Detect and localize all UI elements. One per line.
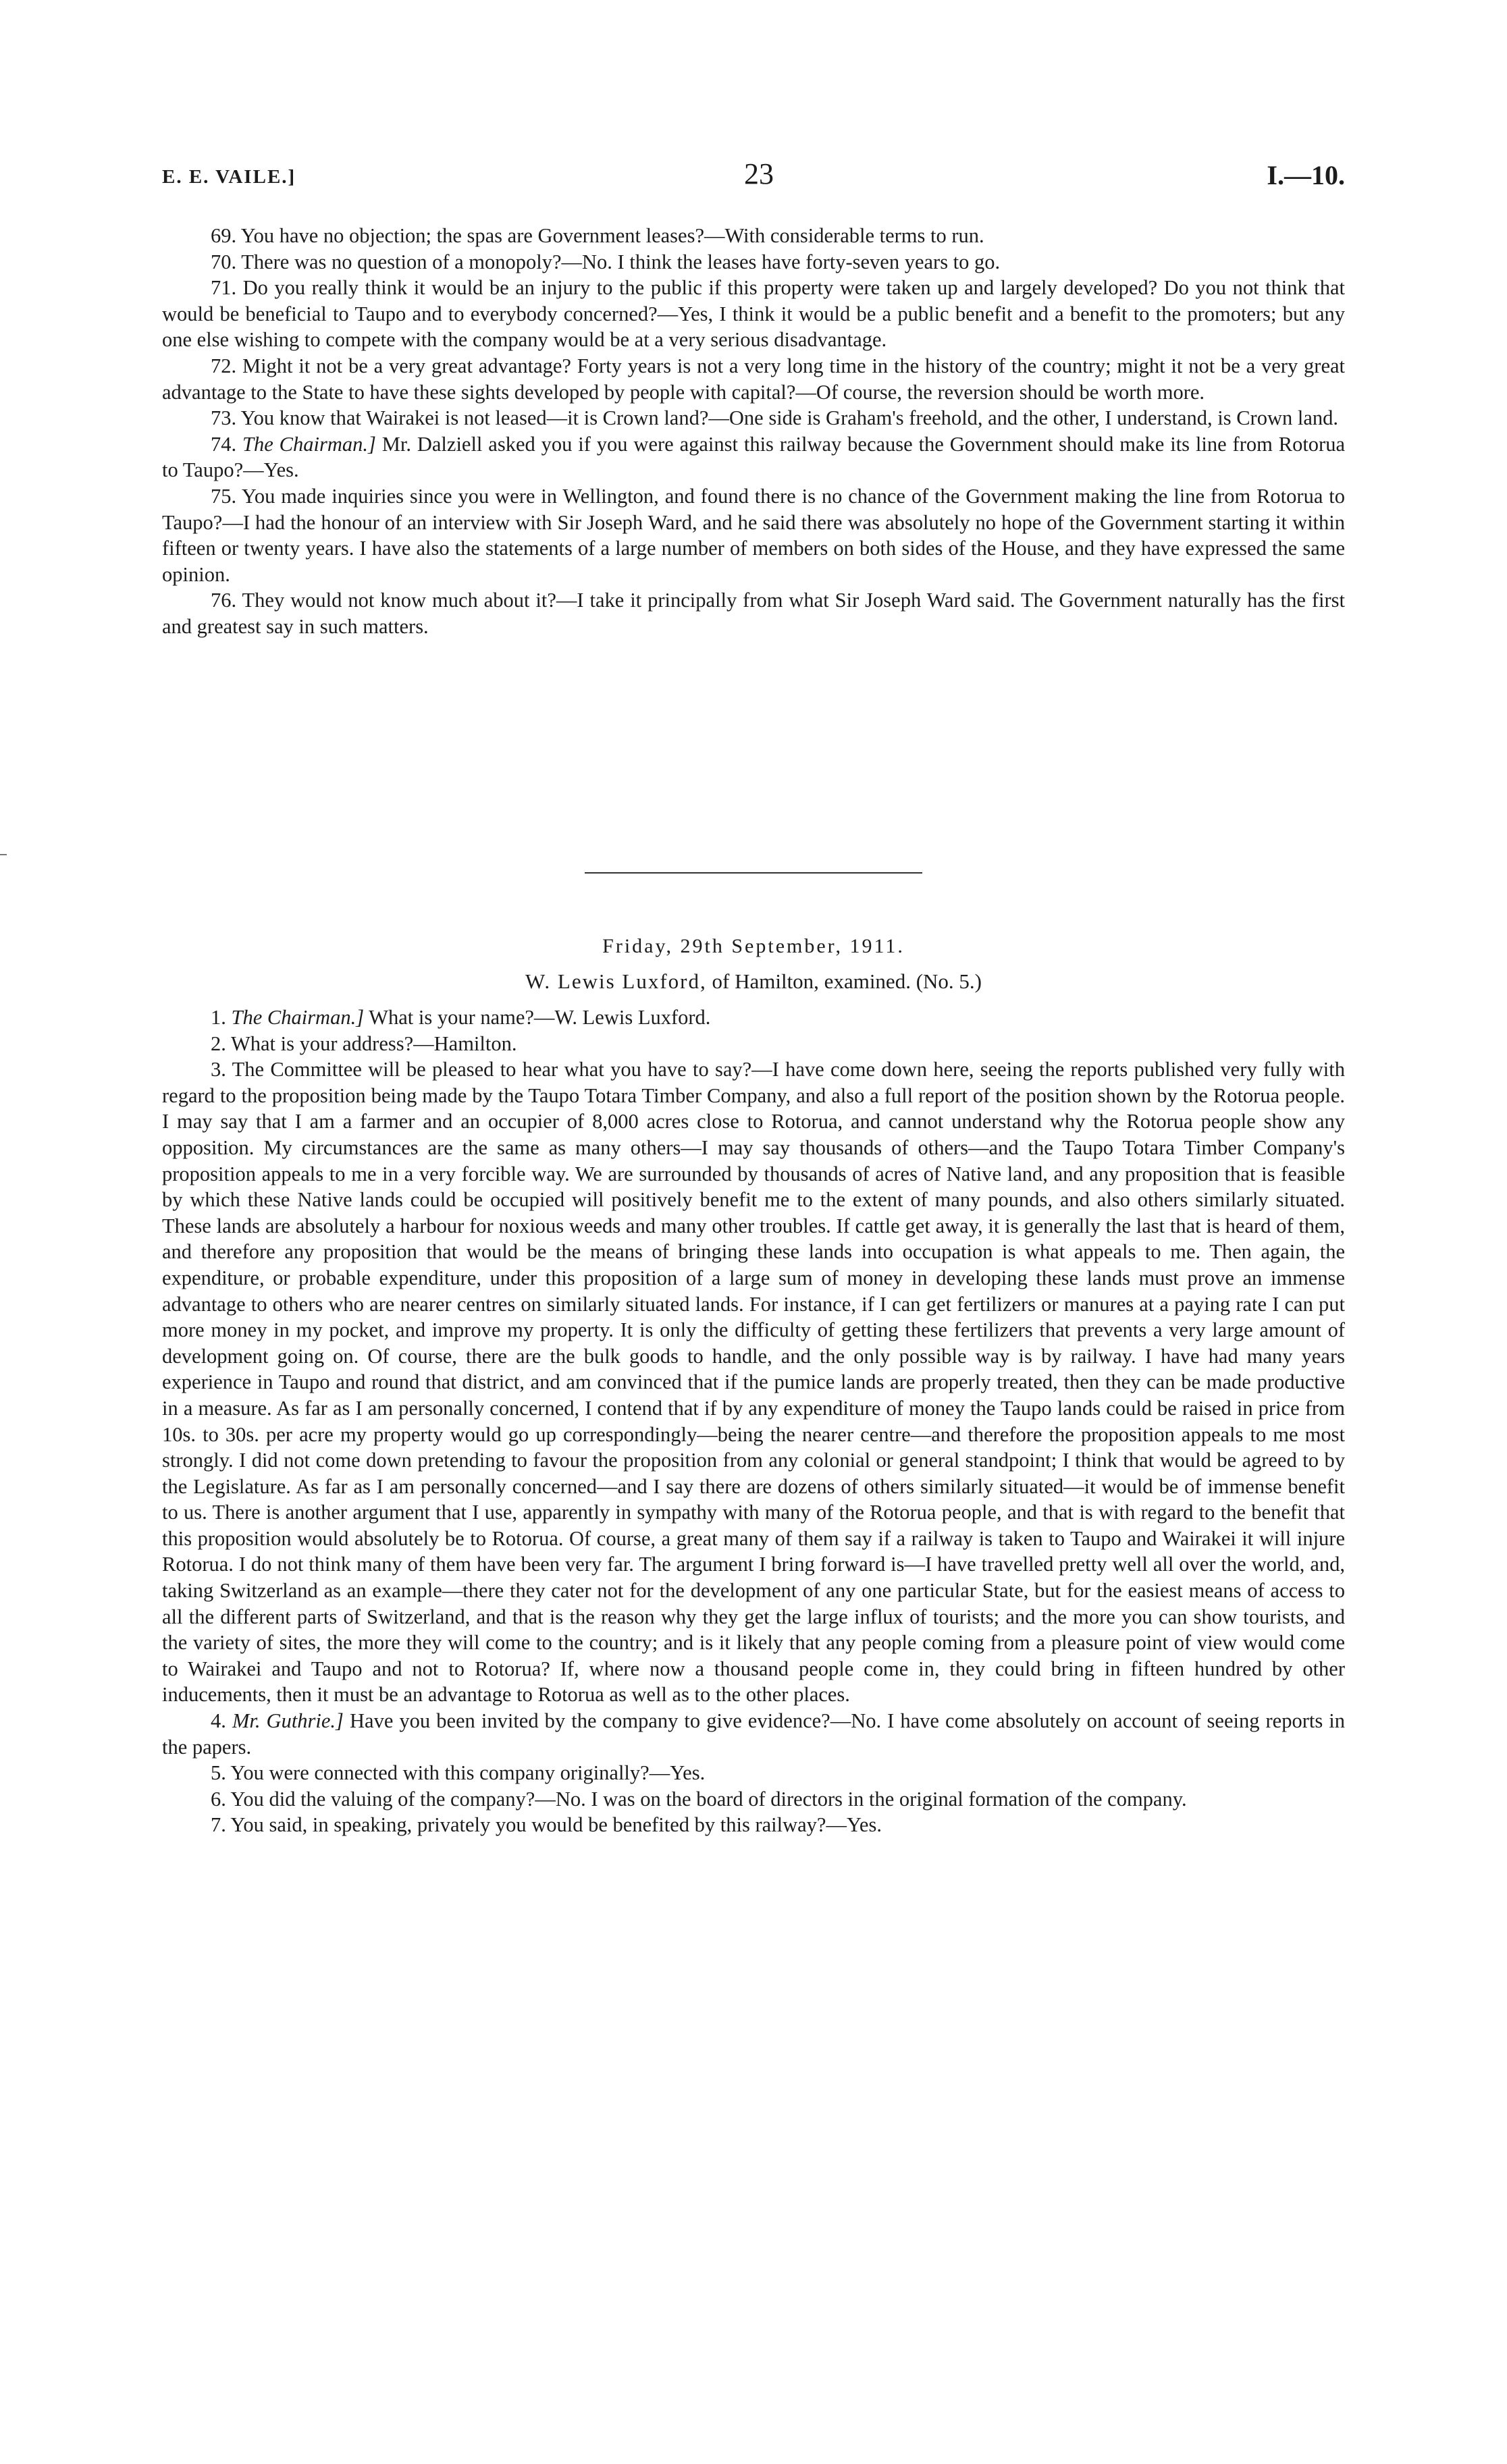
question-text: You have no objection; the spas are Government leases?—With considerable terms to run. (240, 224, 984, 247)
question-text: Have you been invited by the company to give evidence?—No. I have come absolutely on account of seeing reports in the papers. (162, 1709, 1346, 1759)
question-paragraph (162, 223, 1345, 249)
question-paragraph (162, 1056, 1345, 1708)
question-text: There was no question of a monopoly?—No. I think the leases have forty-seven years to go. (241, 250, 1001, 273)
question-number: 1. (211, 1006, 226, 1029)
scan-edge-mark (0, 854, 7, 855)
question-number: 73. (211, 406, 237, 430)
question-paragraph (162, 405, 1345, 431)
evidence-block-vaile (162, 223, 1345, 640)
question-number: 4. (211, 1709, 226, 1733)
speaker-label: The Chairman.] (242, 432, 376, 456)
header-witness: E. E. VAILE.] (162, 166, 296, 188)
question-text: Do you really think it would be an injury to the public if this property were taken up and largely developed? Do you not think that would be beneficial to Taupo and to everybody concerned?—Yes, I think it would be a public benefit and a benefit to the promoters; but any one else wishing to compete with the company would be at a very serious disadvantage. (162, 276, 1345, 352)
question-text: You were connected with this company originally?—Yes. (230, 1761, 706, 1785)
question-text: They would not know much about it?—I take it principally from what Sir Joseph Ward said. The Government naturally has the first and greatest say in such matters. (162, 589, 1346, 638)
speaker-label: Mr. Guthrie.] (232, 1709, 344, 1733)
question-text: You did the valuing of the company?—No. I was on the board of directors in the original formation of the company. (230, 1787, 1187, 1811)
witness-details: of Hamilton, examined. (No. 5.) (712, 969, 982, 993)
witness-name: W. Lewis Luxford, (525, 969, 707, 993)
question-paragraph (162, 1005, 1345, 1031)
question-number: 71. (211, 276, 237, 300)
question-paragraph (162, 431, 1345, 483)
question-paragraph (162, 587, 1345, 639)
question-text: You said, in speaking, privately you would be benefited by this railway?—Yes. (230, 1813, 882, 1837)
question-text: What is your address?—Hamilton. (230, 1032, 517, 1055)
question-number: 6. (211, 1787, 226, 1811)
question-paragraph (162, 275, 1345, 353)
question-text: The Committee will be pleased to hear what you have to say?—I have come down here, seeing the reports published very fully with regard to the proposition being made by the Taupo Totara Timber Company, and also a full report of the position shown by the Rotorua people. I may say that I am a farmer and an occupier of 8,000 acres close to Rotorua, and cannot understand why the Rotorua people show any opposition. My circumstances are the same as many others—I may say thousands of others—and the Taupo Totara Timber Company's proposition appeals to me in a very forcible way. We are surrounded by thousands of acres of Native land, and any proposition that is feasible by which these Native lands could be occupied will positively benefit me to the extent of many pounds, and also others similarly situated. These lands are absolutely a harbour for noxious weeds and many other troubles. If cattle get away, it is generally the last that is heard of them, and therefore any proposition that would be the means of bringing these lands into occupation is what appeals to me. Then again, the expenditure, or probable expenditure, under this proposition of a large sum of money in developing these lands must prove an immense advantage to others who are nearer centres on similarly situated lands. For instance, if I can get fertilizers or manures at a paying rate I can put more money in my pocket, and improve my property. It is only the difficulty of getting these fertilizers that prevents a very large amount of development going on. Of course, there are the bulk goods to handle, and the only possible way is by railway. I have had many years experience in Taupo and round that district, and am convinced that if the pumice lands are properly treated, then they can be made productive in a measure. As far as I am personally concerned, I contend that if by any expenditure of money the Taupo lands could be raised in price from 10s. to 30s. per acre my property would go up correspondingly—being the nearer centre—and therefore the proposition appeals to me most strongly. I did not come down pretending to favour the proposition from any colonial or general standpoint; I think that would be agreed to by the Legislature. As far as I am personally concerned—and I say there are dozens of others similarly situated—it would be of immense benefit to us. There is another argument that I use, apparently in sympathy with many of the Rotorua people, and that is with regard to the benefit that this proposition would absolutely be to Rotorua. Of course, a great many of them say if a railway is taken to Taupo and Wairakei it will injure Rotorua. I do not think many of them have been very far. The argument I bring forward is—I have travelled pretty well all over the world, and, taking Switzerland as an example—there they cater not for the development of any one particular State, but for the easiest means of access to all the different parts of Switzerland, and that is the reason why they get the large influx of tourists; and the more you can show tourists, and the variety of sites, the more they will come to the country; and is it likely that any people coming from a pleasure point of view would come to Wairakei and Taupo and not to Rotorua? If, where now a thousand people come in, they could bring in fifteen hundred by other inducements, then it must be an advantage to Rotorua as well as to the other places. (162, 1058, 1346, 1707)
question-paragraph (162, 249, 1345, 275)
witness-heading (0, 969, 1507, 994)
question-number: 76. (211, 589, 237, 612)
question-text: You made inquiries since you were in Wellington, and found there is no chance of the Government making the line from Rotorua to Taupo?—I had the honour of an interview with Sir Joseph Ward, and he said there was absolutely no hope of the Government starting it within fifteen or twenty years. I have also the statements of a large number of members on both sides of the House, and they have expressed the same opinion. (162, 484, 1345, 586)
question-paragraph (162, 353, 1345, 405)
question-number: 74. (211, 432, 237, 456)
paper-reference: I.—10. (1267, 160, 1345, 190)
page-number: 23 (744, 157, 774, 190)
question-paragraph (162, 1760, 1345, 1786)
question-number: 3. (211, 1058, 226, 1081)
question-number: 75. (211, 484, 237, 508)
section-divider (585, 872, 922, 874)
question-number: 70. (211, 250, 237, 273)
question-number: 72. (211, 354, 237, 377)
question-number: 69. (211, 224, 237, 247)
question-paragraph (162, 1812, 1345, 1838)
question-text: Mr. Dalziell asked you if you were against this railway because the Government should make its line from Rotorua to Taupo?—Yes. (162, 432, 1345, 482)
evidence-block-luxford (162, 1005, 1345, 1838)
question-text: What is your name?—W. Lewis Luxford. (369, 1006, 711, 1029)
question-number: 2. (211, 1032, 226, 1055)
question-number: 7. (211, 1813, 226, 1837)
question-paragraph (162, 1708, 1345, 1760)
section-date: Friday, 29th September, 1911. (602, 935, 905, 957)
question-text: Might it not be a very great advantage? Forty years is not a very long time in the history of the country; might it not be a very great advantage to the State to have these sights developed by people with capital?—Of course, the reversion should be worth more. (162, 354, 1346, 404)
question-paragraph (162, 1031, 1345, 1057)
speaker-label: The Chairman.] (231, 1006, 365, 1029)
question-number: 5. (211, 1761, 226, 1785)
question-paragraph (162, 483, 1345, 587)
page-header (162, 157, 1345, 197)
question-paragraph (162, 1786, 1345, 1813)
question-text: You know that Wairakei is not leased—it is Crown land?—One side is Graham's freehold, and the other, I understand, is Crown land. (240, 406, 1338, 430)
